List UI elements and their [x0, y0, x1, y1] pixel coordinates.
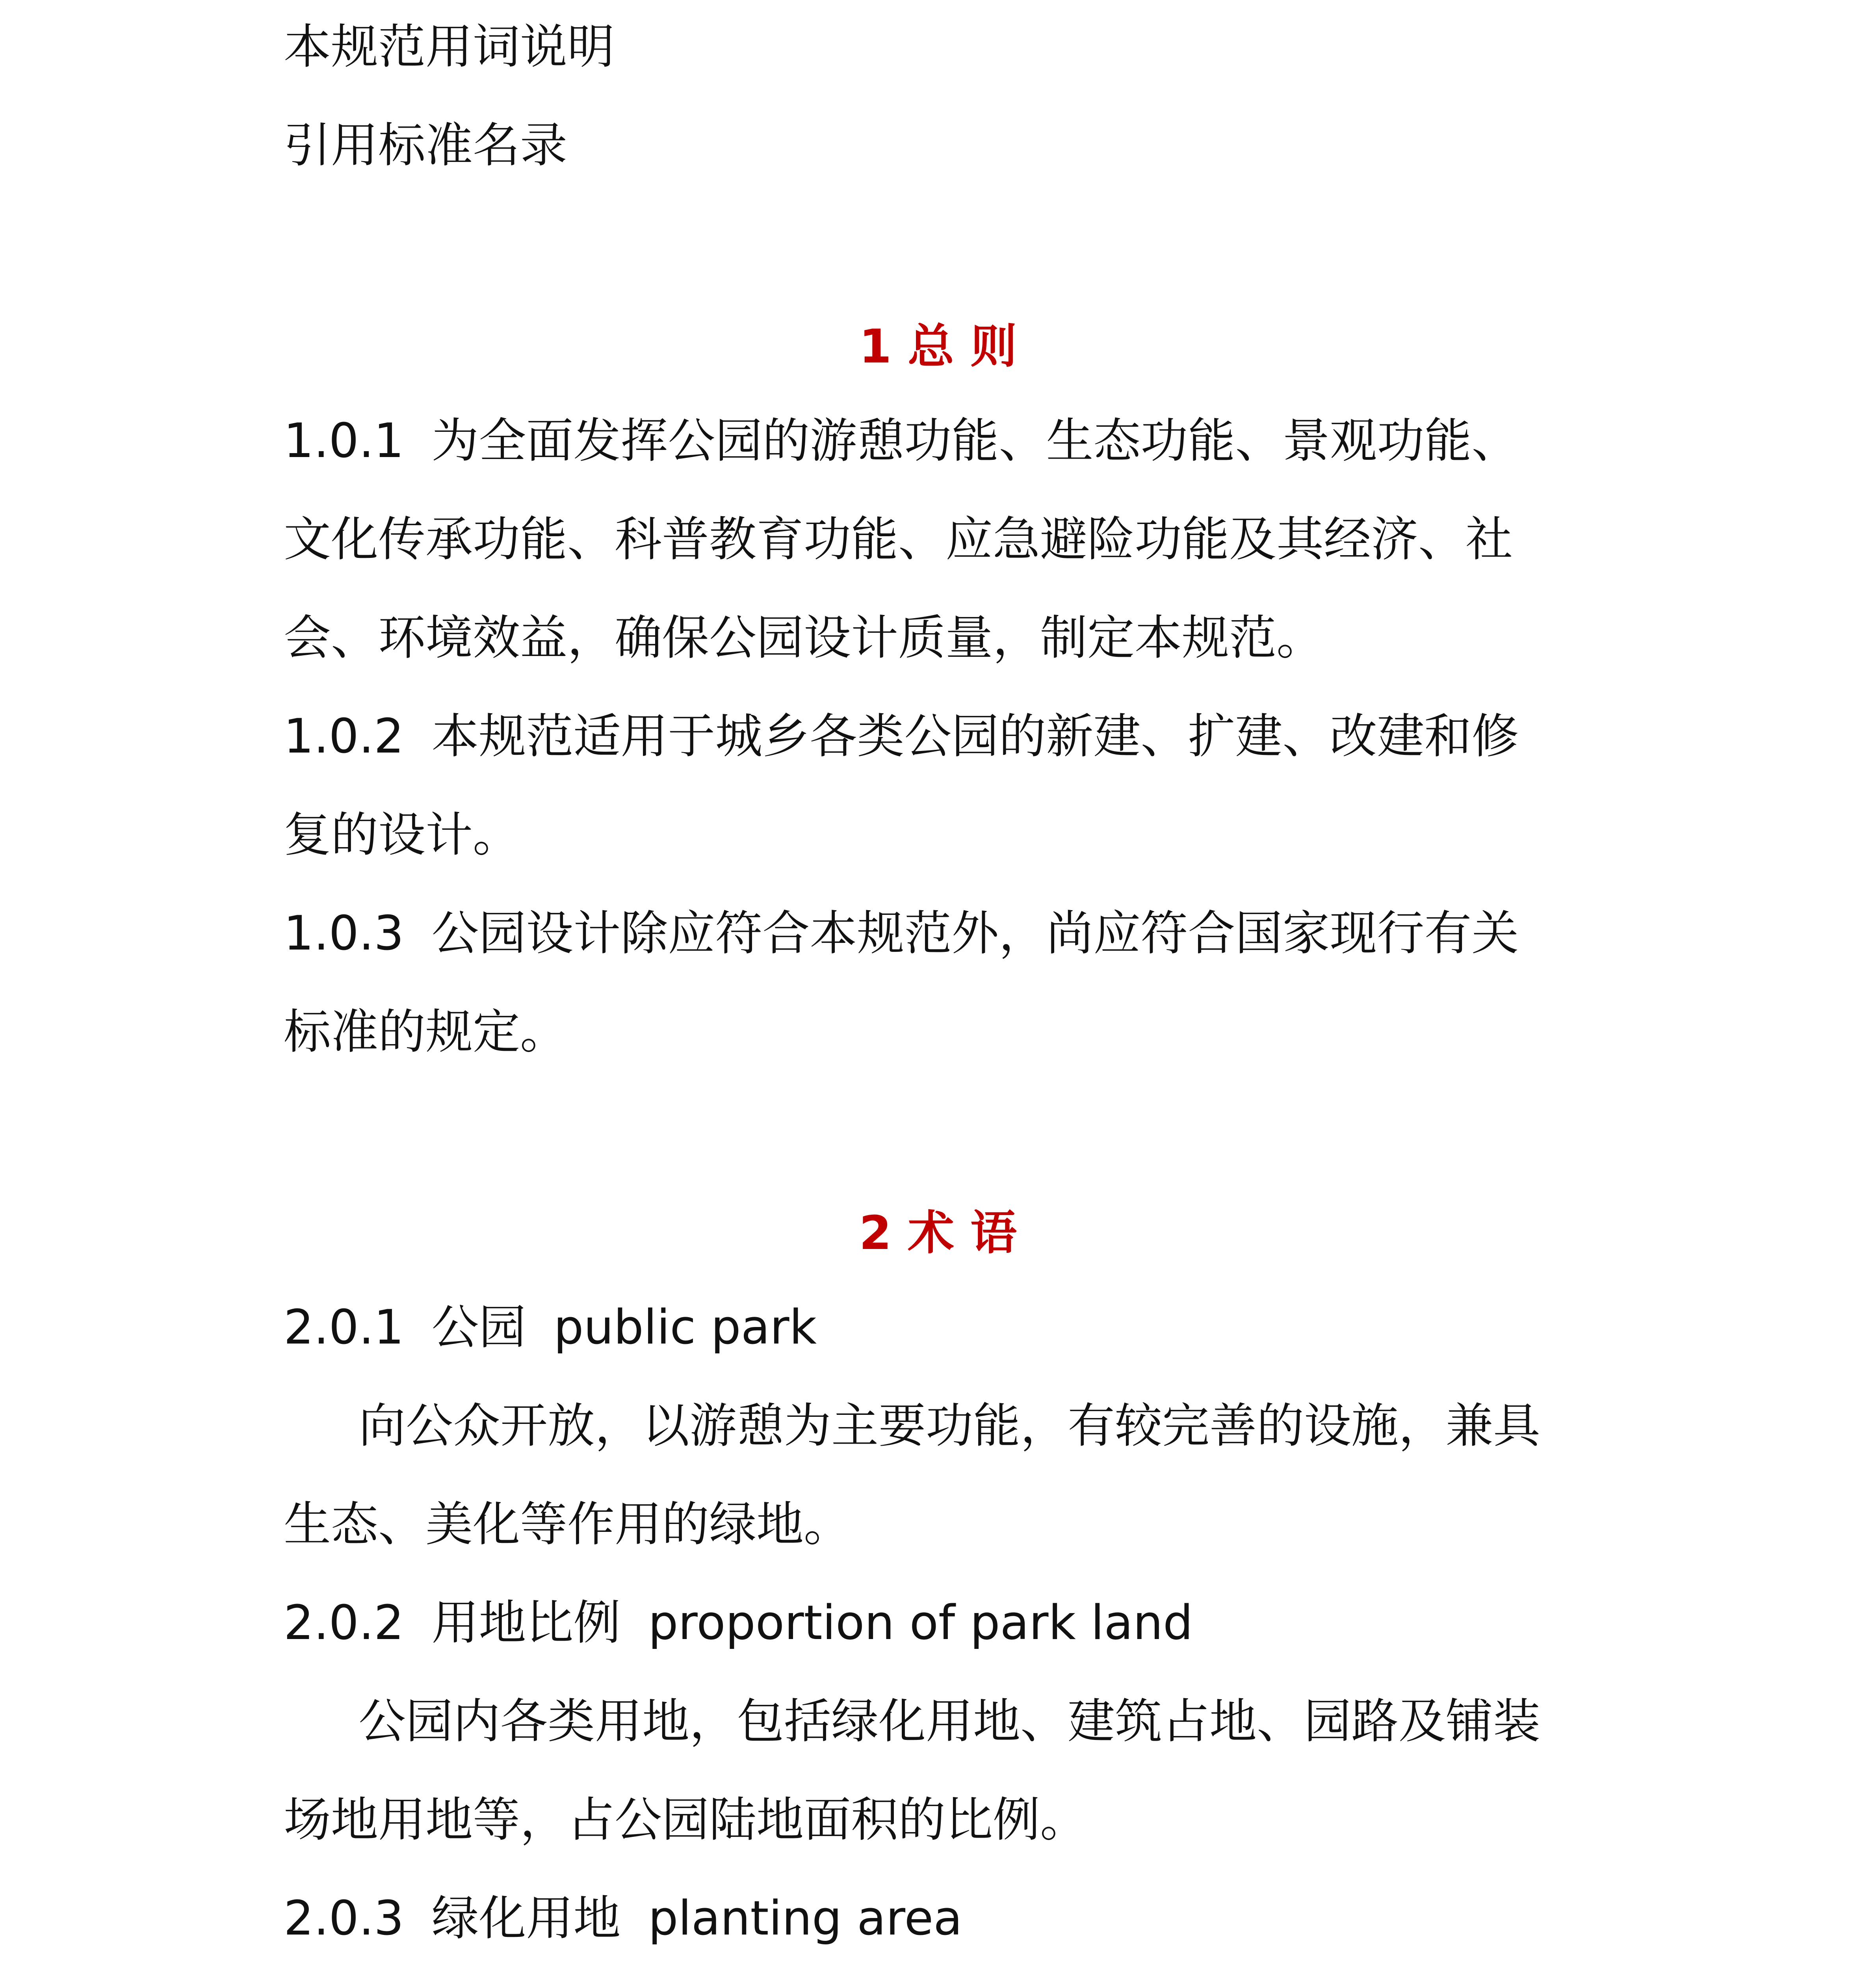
clause-number: 1.0.1 [284, 414, 404, 468]
term-english: public park [554, 1300, 817, 1355]
chapter-1-heading: 1 总 则 [859, 319, 1017, 374]
clause-number: 1.0.2 [284, 709, 404, 764]
clause-text-line: 文化传承功能、科普教育功能、应急避险功能及其经济、社 [284, 512, 1513, 567]
clause-text-line: 公园设计除应符合本规范外，尚应符合国家现行有关 [431, 906, 1519, 961]
term-name: 绿化用地 [431, 1891, 621, 1946]
term-definition-line: 场地用地等，占公园陆地面积的比例。 [284, 1793, 1087, 1847]
term-definition-line: 向公众开放，以游憩为主要功能，有较完善的设施，兼具 [358, 1399, 1540, 1453]
term-number: 2.0.2 [284, 1596, 404, 1650]
term-english: planting area [648, 1891, 962, 1946]
toc-item-referenced-standards: 引用标准名录 [284, 118, 567, 173]
clause-number: 1.0.3 [284, 906, 404, 961]
clause-text-line: 会、环境效益，确保公园设计质量，制定本规范。 [284, 611, 1324, 665]
term-2-0-1 [284, 1300, 817, 1355]
clause-text-line: 标准的规定。 [284, 1005, 567, 1059]
clause-text-line: 复的设计。 [284, 808, 520, 862]
term-definition-line: 公园内各类用地，包括绿化用地、建筑占地、园路及铺装 [358, 1694, 1540, 1749]
term-number: 2.0.3 [284, 1891, 404, 1946]
term-2-0-2 [284, 1596, 1193, 1650]
term-2-0-3 [284, 1891, 962, 1946]
chapter-2-heading: 2 术 语 [859, 1206, 1017, 1260]
term-name: 用地比例 [431, 1596, 621, 1650]
term-number: 2.0.1 [284, 1300, 404, 1355]
term-definition-line: 生态、美化等作用的绿地。 [284, 1497, 851, 1552]
clause-text-line: 为全面发挥公园的游憩功能、生态功能、景观功能、 [431, 414, 1519, 468]
clause-1-0-2 [284, 709, 1519, 764]
clause-text-line: 本规范适用于城乡各类公园的新建、扩建、改建和修 [431, 709, 1519, 764]
term-name: 公园 [431, 1300, 526, 1355]
clause-1-0-1 [284, 414, 1519, 468]
toc-item-terms-explanation: 本规范用词说明 [284, 20, 615, 74]
clause-1-0-3 [284, 906, 1519, 961]
term-english: proportion of park land [648, 1596, 1193, 1650]
